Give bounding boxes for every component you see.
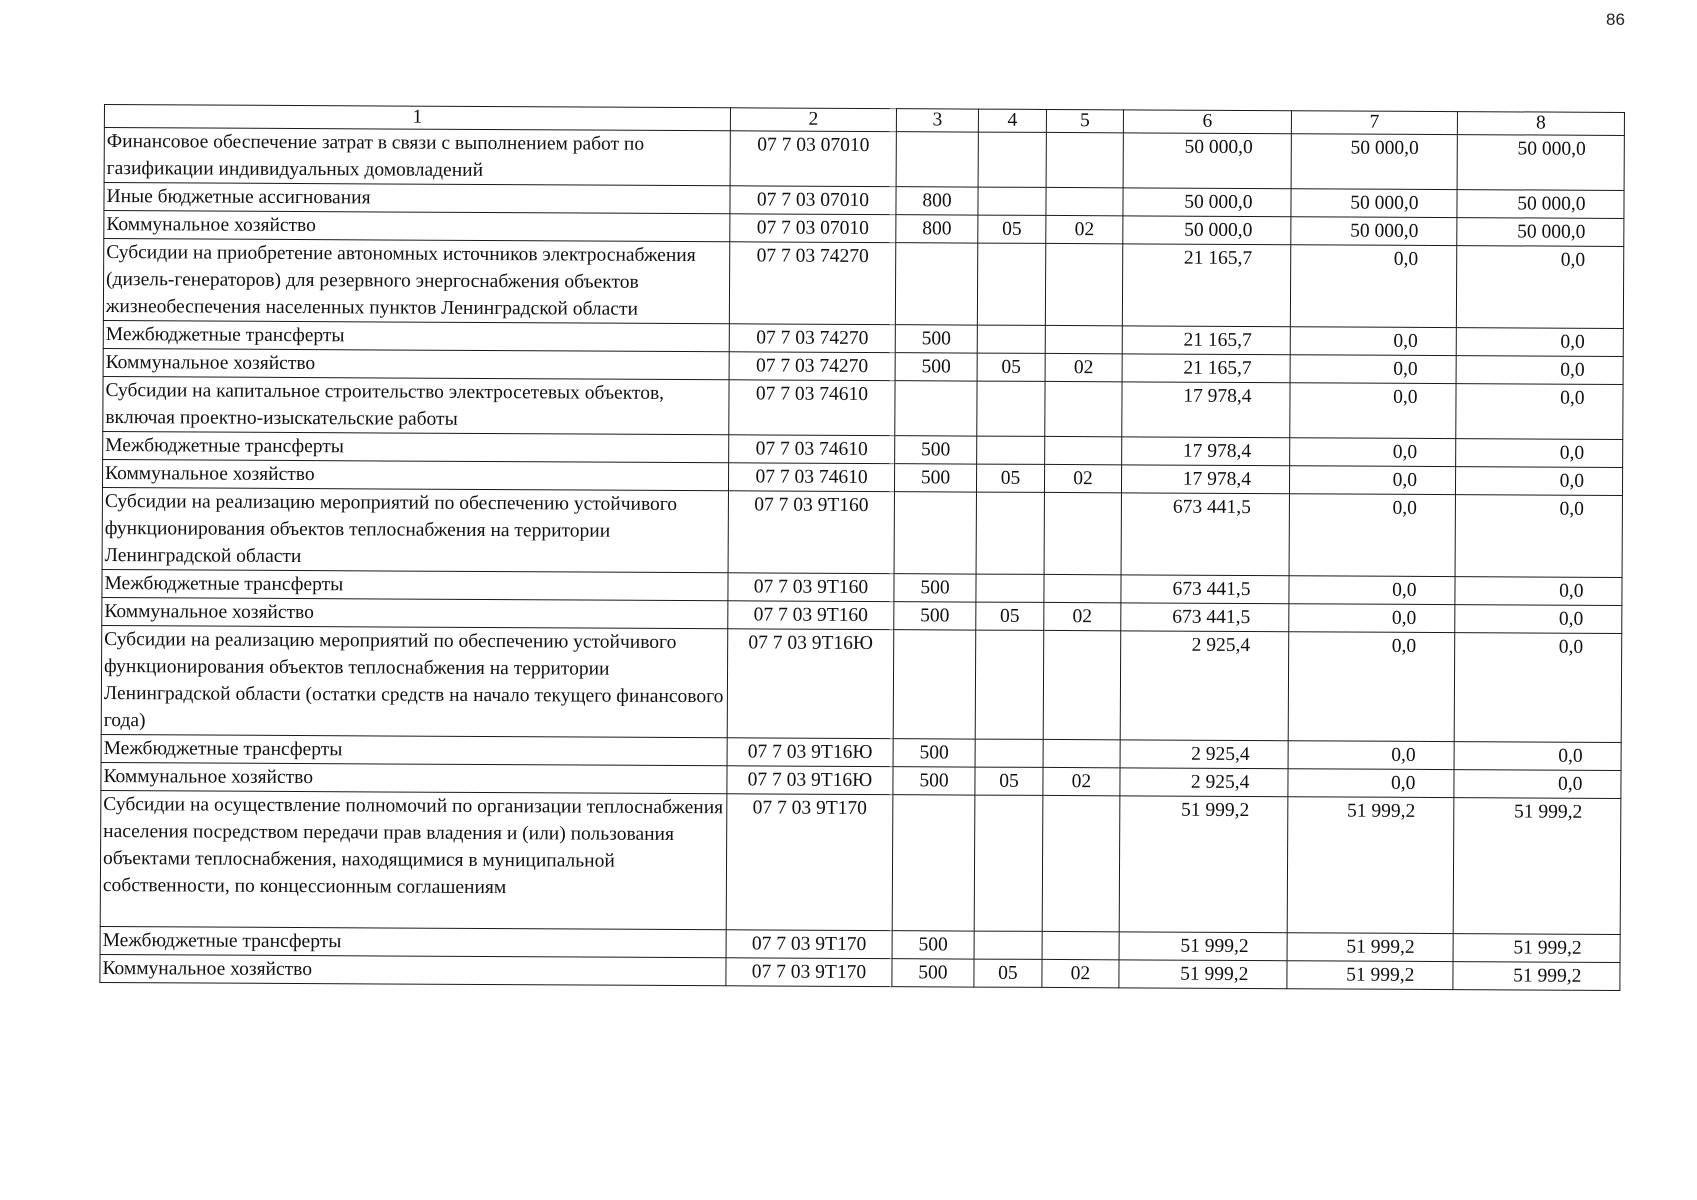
row-name: Коммунальное хозяйство xyxy=(101,762,727,793)
row-rz: 05 xyxy=(977,353,1045,381)
table-row xyxy=(103,376,1623,439)
row-name: Иные бюджетные ассигнования xyxy=(104,183,730,214)
row-rz: 05 xyxy=(976,602,1044,630)
header-col-6: 6 xyxy=(1123,110,1291,134)
row-pr xyxy=(1045,325,1122,353)
row-pr xyxy=(1042,931,1119,959)
header-col-1: 1 xyxy=(104,105,730,131)
row-code: 07 7 03 9Т170 xyxy=(726,794,893,931)
row-amount-col7: 0,0 xyxy=(1288,769,1454,798)
row-amount-col6: 673 441,5 xyxy=(1121,575,1289,604)
row-code: 07 7 03 74610 xyxy=(729,380,895,436)
row-code: 07 7 03 07010 xyxy=(730,214,896,243)
row-pr: 02 xyxy=(1045,353,1122,381)
row-amount-col8: 0,0 xyxy=(1455,467,1622,496)
row-amount-col8: 50 000,0 xyxy=(1457,218,1624,247)
row-name: Коммунальное хозяйство xyxy=(102,597,728,628)
row-rz xyxy=(977,381,1045,436)
row-amount-col8: 0,0 xyxy=(1456,328,1623,357)
row-vr: 500 xyxy=(894,602,976,630)
row-amount-col7: 50 000,0 xyxy=(1291,189,1457,218)
row-code: 07 7 03 9Т16Ю xyxy=(727,766,893,795)
row-vr: 500 xyxy=(893,739,975,767)
table-row xyxy=(101,625,1622,742)
row-rz xyxy=(974,931,1042,959)
row-code: 07 7 03 07010 xyxy=(730,131,896,187)
row-amount-col6: 50 000,0 xyxy=(1123,216,1291,245)
row-name: Коммунальное хозяйство xyxy=(102,459,728,490)
row-code: 07 7 03 9Т16Ю xyxy=(727,629,894,739)
row-pr xyxy=(1044,574,1121,602)
row-name: Финансовое обеспечение затрат в связи с выполнением работ по газификации индивидуальных домовладений xyxy=(104,128,730,186)
row-code: 07 7 03 74610 xyxy=(729,435,895,464)
row-vr: 500 xyxy=(895,325,977,353)
header-col-4: 4 xyxy=(978,109,1046,132)
row-amount-col7: 50 000,0 xyxy=(1291,217,1457,246)
row-name: Субсидии на реализацию мероприятий по обеспечению устойчивого функционирования объектов теплоснабжения на территории Ленинградской области (остатки средств на начало текущего финансового года) xyxy=(101,625,728,737)
row-amount-col6: 21 165,7 xyxy=(1122,244,1290,327)
row-name: Субсидии на приобретение автономных источников электроснабжения (дизель-генераторов) для резервного энергоснабжения объектов жизнеобеспечения населенных пунктов Ленинградской области xyxy=(103,239,729,324)
row-vr xyxy=(894,492,976,574)
row-amount-col8: 50 000,0 xyxy=(1457,190,1624,219)
row-amount-col7: 0,0 xyxy=(1290,383,1456,439)
row-amount-col8: 0,0 xyxy=(1456,356,1623,385)
row-vr xyxy=(893,630,976,739)
row-vr xyxy=(892,795,975,931)
row-pr: 02 xyxy=(1042,959,1119,987)
row-rz xyxy=(976,574,1044,602)
row-name: Коммунальное хозяйство xyxy=(100,954,726,985)
table-row xyxy=(103,239,1623,329)
row-amount-col6: 51 999,2 xyxy=(1119,960,1287,989)
row-amount-col6: 50 000,0 xyxy=(1123,188,1291,217)
row-amount-col8: 0,0 xyxy=(1454,633,1622,743)
row-amount-col6: 17 978,4 xyxy=(1122,437,1290,466)
row-code: 07 7 03 74270 xyxy=(729,352,895,381)
header-col-8: 8 xyxy=(1457,112,1624,136)
row-rz xyxy=(975,739,1043,767)
row-amount-col7: 51 999,2 xyxy=(1287,797,1454,934)
row-amount-col8: 0,0 xyxy=(1454,770,1621,799)
row-vr: 500 xyxy=(892,931,974,959)
row-amount-col6: 2 925,4 xyxy=(1120,631,1289,741)
row-name: Межбюджетные трансферты xyxy=(102,569,728,600)
row-amount-col6: 51 999,2 xyxy=(1119,932,1287,961)
row-amount-col7: 51 999,2 xyxy=(1287,961,1453,990)
row-amount-col7: 0,0 xyxy=(1290,327,1456,356)
row-amount-col6: 17 978,4 xyxy=(1122,382,1290,438)
row-code: 07 7 03 07010 xyxy=(730,186,896,215)
row-vr: 800 xyxy=(896,187,978,215)
header-col-5: 5 xyxy=(1046,109,1123,132)
row-code: 07 7 03 9Т170 xyxy=(726,958,892,987)
row-amount-col8: 50 000,0 xyxy=(1457,135,1624,191)
row-amount-col8: 0,0 xyxy=(1455,495,1622,578)
row-vr: 500 xyxy=(895,436,977,464)
row-pr: 02 xyxy=(1044,602,1121,630)
row-pr xyxy=(1043,630,1121,739)
row-pr xyxy=(1043,739,1120,767)
row-name: Межбюджетные трансферты xyxy=(101,734,727,765)
row-amount-col8: 51 999,2 xyxy=(1453,934,1620,963)
row-amount-col7: 0,0 xyxy=(1290,355,1456,384)
row-amount-col7: 0,0 xyxy=(1289,604,1455,633)
row-name: Субсидии на осуществление полномочий по организации теплоснабжения населения посредством передачи прав владения и (или) пользования объектами теплоснабжения, находящимися в муниципальной собственности, по концессионным соглашениям xyxy=(100,790,727,929)
row-pr xyxy=(1045,381,1122,436)
row-rz: 05 xyxy=(978,215,1046,243)
row-vr: 500 xyxy=(895,353,977,381)
row-pr: 02 xyxy=(1043,767,1120,795)
row-rz xyxy=(977,436,1045,464)
row-amount-col7: 0,0 xyxy=(1289,466,1455,495)
row-amount-col6: 50 000,0 xyxy=(1123,133,1291,189)
row-amount-col7: 0,0 xyxy=(1289,576,1455,605)
header-col-7: 7 xyxy=(1291,111,1457,135)
row-amount-col6: 17 978,4 xyxy=(1121,465,1289,494)
row-pr xyxy=(1045,436,1122,464)
row-rz xyxy=(975,630,1044,739)
row-name: Коммунальное хозяйство xyxy=(104,211,730,242)
row-rz xyxy=(974,795,1043,931)
row-name: Межбюджетные трансферты xyxy=(100,926,726,957)
row-rz xyxy=(977,243,1045,325)
row-vr xyxy=(895,243,977,325)
row-amount-col8: 51 999,2 xyxy=(1453,798,1621,935)
row-amount-col7: 0,0 xyxy=(1288,632,1455,742)
row-rz xyxy=(978,187,1046,215)
row-rz: 05 xyxy=(974,959,1042,987)
row-pr xyxy=(1044,492,1121,574)
table-row xyxy=(102,487,1622,577)
row-code: 07 7 03 9Т160 xyxy=(728,573,894,602)
row-rz xyxy=(978,132,1046,187)
row-vr: 800 xyxy=(896,215,978,243)
row-amount-col8: 0,0 xyxy=(1456,439,1623,468)
row-amount-col8: 0,0 xyxy=(1456,246,1623,329)
row-pr xyxy=(1046,132,1123,187)
row-amount-col8: 0,0 xyxy=(1454,742,1621,771)
row-amount-col6: 21 165,7 xyxy=(1122,354,1290,383)
row-rz: 05 xyxy=(976,464,1044,492)
row-name: Коммунальное хозяйство xyxy=(103,348,729,379)
row-amount-col6: 673 441,5 xyxy=(1121,603,1289,632)
row-amount-col6: 21 165,7 xyxy=(1122,326,1290,355)
row-amount-col8: 0,0 xyxy=(1455,577,1622,606)
row-pr: 02 xyxy=(1046,215,1123,243)
row-name: Субсидии на капитальное строительство электросетевых объектов, включая проектно-изыскательские работы xyxy=(103,376,729,434)
row-amount-col8: 0,0 xyxy=(1455,605,1622,634)
row-code: 07 7 03 9Т160 xyxy=(728,601,894,630)
row-amount-col7: 0,0 xyxy=(1290,245,1456,328)
row-rz xyxy=(977,325,1045,353)
row-vr: 500 xyxy=(894,464,976,492)
row-amount-col8: 51 999,2 xyxy=(1453,962,1620,991)
row-vr xyxy=(896,132,978,187)
row-pr xyxy=(1045,243,1122,325)
header-col-3: 3 xyxy=(896,109,978,132)
row-pr xyxy=(1046,187,1123,215)
row-rz xyxy=(976,492,1044,574)
header-col-2: 2 xyxy=(730,108,896,132)
row-vr: 500 xyxy=(892,959,974,987)
row-name: Субсидии на реализацию мероприятий по обеспечению устойчивого функционирования объектов теплоснабжения на территории Ленинградской области xyxy=(102,487,728,572)
row-amount-col7: 0,0 xyxy=(1289,494,1455,577)
row-pr xyxy=(1042,795,1120,931)
row-code: 07 7 03 9Т170 xyxy=(726,930,892,959)
row-amount-col7: 50 000,0 xyxy=(1291,134,1457,190)
row-pr: 02 xyxy=(1044,464,1121,492)
budget-table xyxy=(99,104,1625,991)
row-code: 07 7 03 9Т160 xyxy=(728,491,894,574)
row-name: Межбюджетные трансферты xyxy=(103,320,729,351)
row-vr: 500 xyxy=(894,574,976,602)
table-row xyxy=(104,128,1624,191)
row-amount-col8: 0,0 xyxy=(1456,384,1623,440)
row-amount-col6: 51 999,2 xyxy=(1119,796,1288,933)
row-code: 07 7 03 74270 xyxy=(729,242,895,325)
row-amount-col6: 2 925,4 xyxy=(1120,740,1288,769)
table-row xyxy=(100,790,1621,934)
row-rz: 05 xyxy=(975,767,1043,795)
row-amount-col7: 0,0 xyxy=(1288,741,1454,770)
row-vr: 500 xyxy=(893,767,975,795)
row-amount-col7: 0,0 xyxy=(1290,438,1456,467)
row-vr xyxy=(895,381,977,436)
row-code: 07 7 03 74270 xyxy=(729,324,895,353)
row-code: 07 7 03 74610 xyxy=(728,463,894,492)
row-name: Межбюджетные трансферты xyxy=(103,431,729,462)
row-code: 07 7 03 9Т16Ю xyxy=(727,738,893,767)
row-amount-col6: 2 925,4 xyxy=(1120,768,1288,797)
page-number: 86 xyxy=(1606,10,1625,29)
row-amount-col6: 673 441,5 xyxy=(1121,493,1289,576)
row-amount-col7: 51 999,2 xyxy=(1287,933,1453,962)
